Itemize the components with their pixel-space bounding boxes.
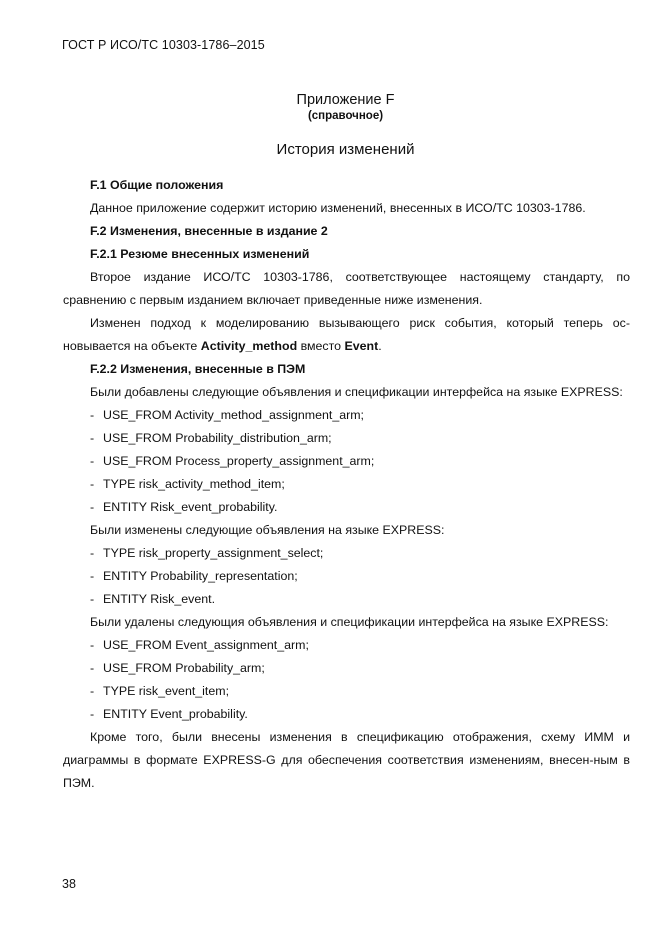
section-heading-f21: F.2.1 Резюме внесенных изменений bbox=[90, 247, 310, 261]
changed-intro: Были изменены следующие объявления на языке EXPRESS: bbox=[90, 523, 445, 537]
list-item: - USE_FROM Process_property_assignment_arm; bbox=[90, 454, 375, 468]
activity-method-term: Activity_method bbox=[200, 339, 298, 353]
page-number: 38 bbox=[62, 877, 76, 891]
running-header: ГОСТ Р ИСО/ТС 10303-1786–2015 bbox=[62, 38, 265, 52]
list-item: - ENTITY Probability_representation; bbox=[90, 569, 298, 583]
approach-text-mid: вместо bbox=[297, 339, 345, 353]
paragraph-f21-approach bbox=[63, 312, 630, 358]
list-item: - TYPE risk_property_assignment_select; bbox=[90, 546, 324, 560]
list-item: - ENTITY Risk_event_probability. bbox=[90, 500, 278, 514]
annex-title: Приложение F bbox=[296, 92, 395, 108]
list-item: - ENTITY Event_probability. bbox=[90, 707, 248, 721]
annex-heading: История изменений bbox=[276, 141, 415, 158]
added-intro: Были добавлены следующие объявления и спецификации интерфейса на языке EXPRESS: bbox=[90, 385, 623, 399]
annex-subtitle: (справочное) bbox=[307, 110, 384, 122]
approach-text-end: . bbox=[378, 339, 382, 353]
annex-title-block bbox=[0, 92, 661, 122]
paragraph-f1: Данное приложение содержит историю изменений, внесенных в ИСО/ТС 10303-1786. bbox=[90, 201, 586, 215]
list-item: - TYPE risk_activity_method_item; bbox=[90, 477, 285, 491]
closing-paragraph: Кроме того, были внесены изменения в спецификацию отображения, схему ИММ и диаграммы в формате EXPRESS-G для обеспечения соответствия изменениям, внесен-ным в ПЭМ. bbox=[63, 730, 630, 790]
approach-text-start: Изменен подход к моделированию вызывающего риск события, который теперь ос-новывается на объекте bbox=[63, 316, 630, 353]
list-item: - ENTITY Risk_event. bbox=[90, 592, 216, 606]
section-heading-f1: F.1 Общие положения bbox=[90, 178, 224, 192]
section-heading-f22: F.2.2 Изменения, внесенные в ПЭМ bbox=[90, 362, 306, 376]
paragraph-f21-summary: Второе издание ИСО/ТС 10303-1786, соответствующее настоящему стандарту, по сравнению с первым изданием включает приведенные ниже изменения. bbox=[63, 270, 630, 307]
list-item: - USE_FROM Probability_distribution_arm; bbox=[90, 431, 332, 445]
list-item: - USE_FROM Probability_arm; bbox=[90, 661, 265, 675]
document-body bbox=[63, 174, 630, 795]
section-heading-f2: F.2 Изменения, внесенные в издание 2 bbox=[90, 224, 328, 238]
list-item: - USE_FROM Activity_method_assignment_arm; bbox=[90, 408, 364, 422]
event-term: Event bbox=[344, 339, 379, 353]
list-item: - TYPE risk_event_item; bbox=[90, 684, 230, 698]
list-item: - USE_FROM Event_assignment_arm; bbox=[90, 638, 309, 652]
removed-intro: Были удалены следующия объявления и спецификации интерфейса на языке EXPRESS: bbox=[90, 615, 609, 629]
